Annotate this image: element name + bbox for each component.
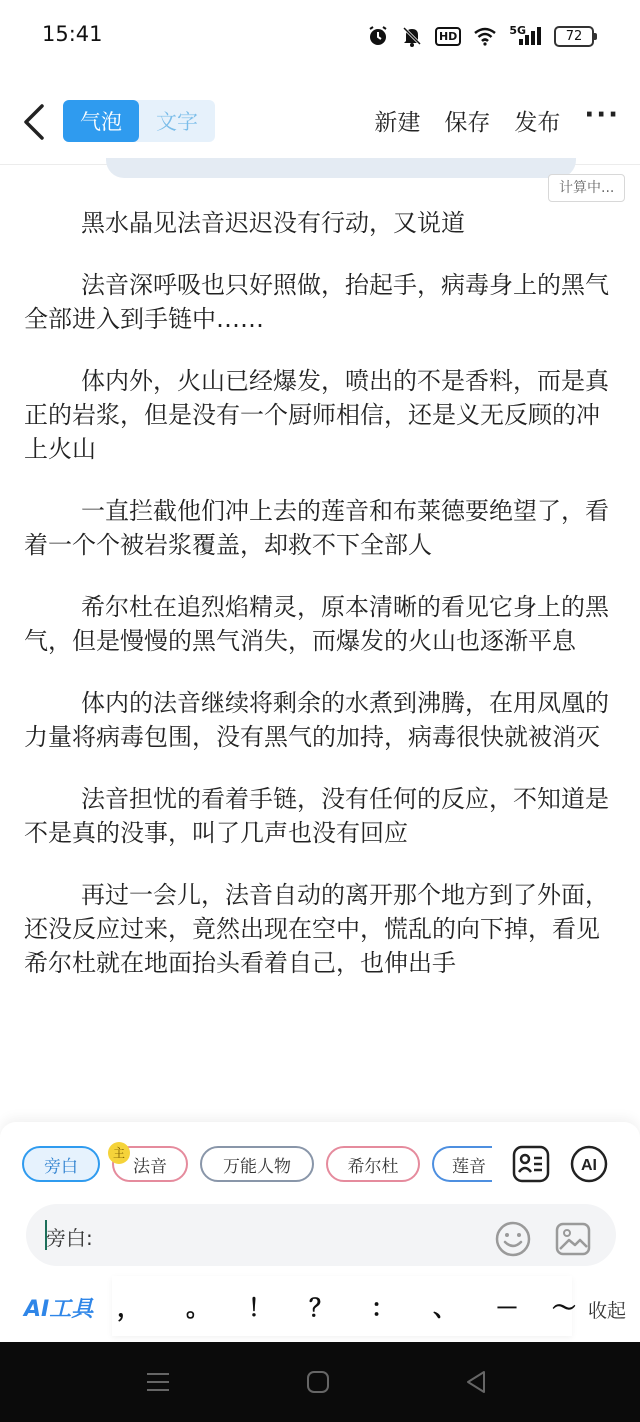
more-button[interactable]: ··· xyxy=(584,99,620,130)
story-paragraph[interactable]: 希尔杜在追烈焰精灵，原本清晰的看见它身上的黑气，但是慢慢的黑气消失，而爆发的火山也逐渐平息 xyxy=(24,593,609,655)
ai-button-label: AI xyxy=(581,1157,597,1174)
editor-top-nav xyxy=(0,90,640,154)
punct-colon[interactable]: ： xyxy=(371,1294,395,1322)
chip-xierdu[interactable]: 希尔杜 xyxy=(326,1146,420,1182)
mode-switch xyxy=(63,100,215,142)
emoji-button[interactable] xyxy=(494,1220,532,1258)
back-triangle-icon xyxy=(462,1368,490,1396)
smiley-icon xyxy=(494,1220,532,1258)
punct-enumeration-comma[interactable]: 、 xyxy=(433,1294,457,1322)
chip-universal-character[interactable]: 万能人物 xyxy=(200,1146,314,1182)
battery-icon: 72 xyxy=(554,26,594,47)
status-icons xyxy=(367,24,594,48)
menu-icon xyxy=(144,1368,172,1396)
back-button[interactable] xyxy=(20,102,50,142)
story-paragraph[interactable]: 体内的法音继续将剩余的水煮到沸腾，在用凤凰的力量将病毒包围，没有黑气的加持，病毒很快就被消灭 xyxy=(24,689,609,751)
character-card-button[interactable] xyxy=(511,1144,551,1184)
ai-button[interactable] xyxy=(569,1144,609,1184)
story-paragraph[interactable]: 一直拦截他们冲上去的莲音和布莱德要绝望了，看着一个个被岩浆覆盖，却救不下全部人 xyxy=(24,497,609,559)
character-card-icon xyxy=(511,1144,551,1184)
image-button[interactable] xyxy=(554,1220,592,1258)
calculating-tag: 计算中... xyxy=(548,174,625,202)
cell-signal-icon xyxy=(509,24,542,48)
ai-tools-button[interactable]: AI工具 xyxy=(24,1297,94,1322)
punctuation-bar xyxy=(112,1276,576,1336)
network-type-label: 5G xyxy=(509,23,526,37)
home-square-icon xyxy=(304,1368,332,1396)
character-chips xyxy=(22,1146,492,1186)
story-paragraph[interactable]: 体内外，火山已经爆发，喷出的不是香料，而是真正的岩浆，但是没有一个厨师相信，还是义无反顾的冲上火山 xyxy=(24,367,609,463)
previous-bubble-edge xyxy=(106,158,576,178)
new-button[interactable]: 新建 xyxy=(374,110,421,136)
home-nav-button[interactable] xyxy=(304,1368,332,1396)
story-paragraph[interactable]: 黑水晶见法音迟迟没有行动，又说道 xyxy=(81,209,465,237)
punct-comma[interactable]: ， xyxy=(117,1294,141,1322)
dialogue-input-value[interactable]: 旁白: xyxy=(46,1226,93,1250)
ai-circle-icon xyxy=(569,1144,609,1184)
status-time: 15:41 xyxy=(42,22,103,46)
tab-bubble[interactable]: 气泡 xyxy=(63,100,139,142)
story-text xyxy=(24,206,616,1008)
punct-tilde[interactable]: ～ xyxy=(552,1294,576,1322)
collapse-button[interactable]: 收起 xyxy=(587,1300,626,1322)
main-character-badge: 主 xyxy=(108,1142,130,1164)
punct-exclamation[interactable]: ！ xyxy=(248,1294,272,1322)
chevron-left-icon xyxy=(20,102,50,142)
tool-row xyxy=(0,1276,640,1336)
story-paragraph[interactable]: 法音担忧的看着手链，没有任何的反应，不知道是不是真的没事，叫了几声也没有回应 xyxy=(24,785,609,847)
punct-dash[interactable]: － xyxy=(495,1294,519,1322)
story-paragraph[interactable]: 再过一会儿，法音自动的离开那个地方到了外面，还没反应过来，竟然出现在空中，慌乱的向下掉，看见希尔杜就在地面抬头看着自己，也伸出手 xyxy=(24,881,609,977)
nav-actions xyxy=(350,99,620,137)
punct-question[interactable]: ？ xyxy=(309,1294,333,1322)
status-bar xyxy=(0,0,640,72)
save-button[interactable]: 保存 xyxy=(444,110,491,136)
tab-text[interactable]: 文字 xyxy=(156,110,198,134)
alarm-icon xyxy=(367,24,389,48)
chip-fayin[interactable]: 法音 xyxy=(112,1146,188,1182)
system-nav-bar xyxy=(0,1342,640,1422)
story-paragraph[interactable]: 法音深呼吸也只好照做，抬起手，病毒身上的黑气全部进入到手链中…… xyxy=(24,271,609,333)
punct-period[interactable]: 。 xyxy=(186,1294,210,1322)
back-nav-button[interactable] xyxy=(462,1368,490,1396)
image-icon xyxy=(554,1220,592,1258)
chip-lianyin[interactable]: 莲音 xyxy=(432,1146,492,1182)
hd-icon: HD xyxy=(435,27,461,46)
wifi-icon xyxy=(473,24,497,48)
mute-bell-icon xyxy=(401,24,423,48)
menu-nav-button[interactable] xyxy=(144,1368,172,1396)
publish-button[interactable]: 发布 xyxy=(514,110,561,136)
chip-narrator[interactable]: 旁白 xyxy=(22,1146,100,1182)
